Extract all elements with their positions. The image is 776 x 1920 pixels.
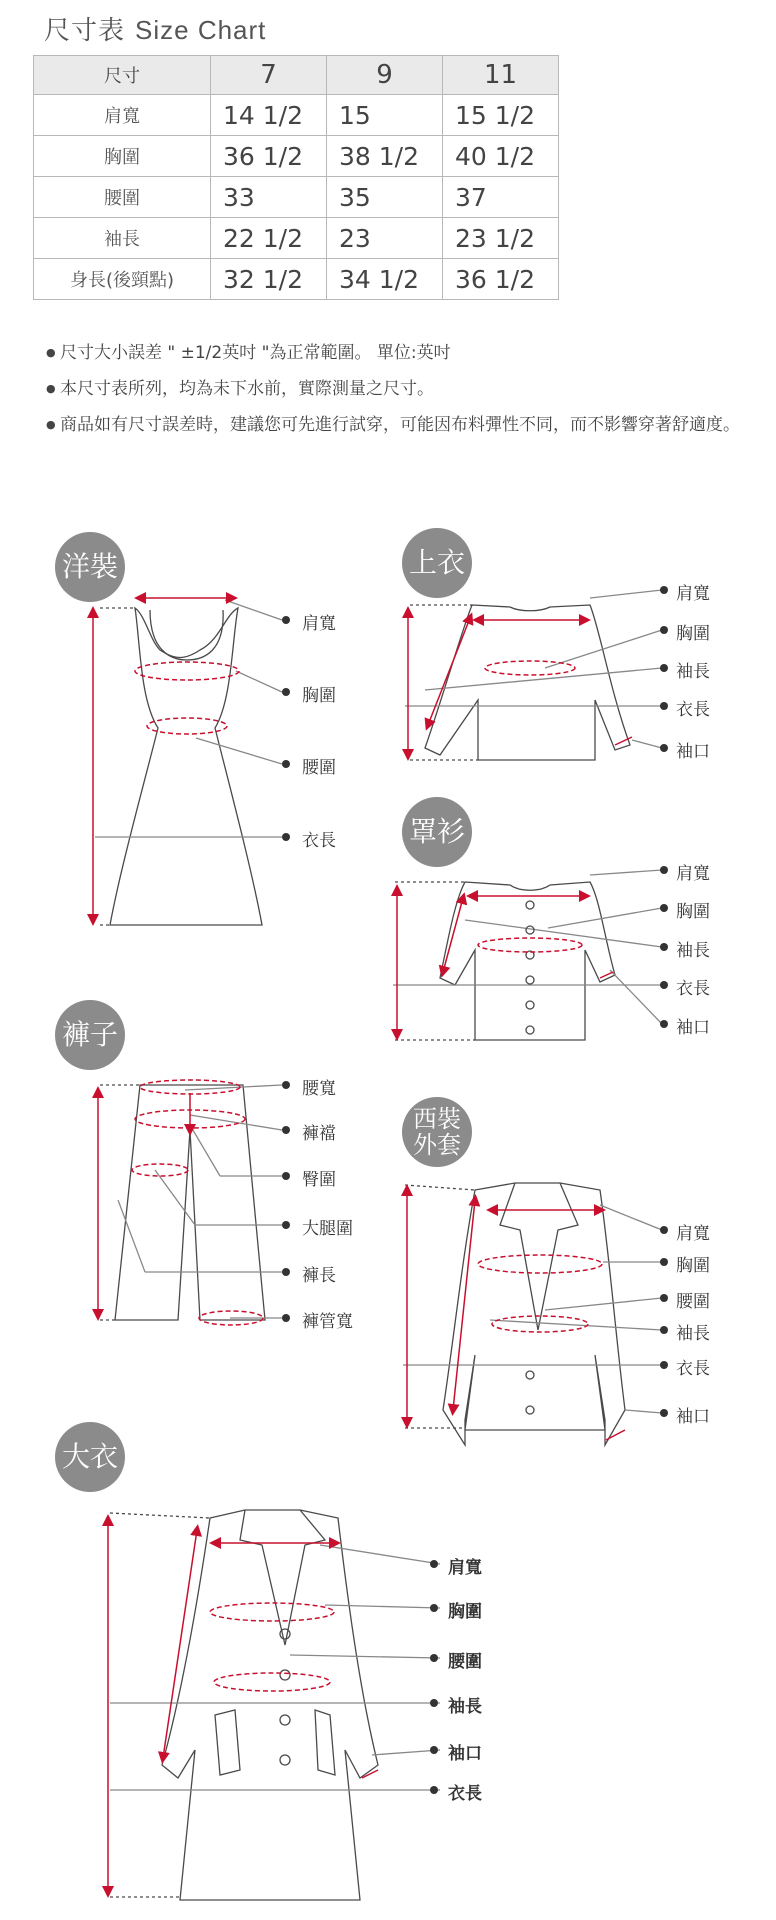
- label-dot: [430, 1746, 438, 1754]
- dress-label-waist: 腰圍: [302, 758, 336, 778]
- note-item: ● 尺寸大小誤差 " ±1/2英吋 "為正常範圍。 單位:英吋: [46, 340, 746, 366]
- label-dot: [660, 866, 668, 874]
- blazer-label-waist: 腰圍: [676, 1292, 710, 1312]
- blouse-label-chest: 胸圍: [676, 902, 710, 922]
- label-dot: [282, 1081, 290, 1089]
- label-dot: [430, 1786, 438, 1794]
- cell: 23: [327, 218, 443, 259]
- label-dot: [660, 744, 668, 752]
- label-dot: [660, 1361, 668, 1369]
- cell: 23 1/2: [443, 218, 559, 259]
- coat-label-shoulder: 肩寬: [448, 1558, 482, 1578]
- label-dot: [660, 904, 668, 912]
- blazer-illustration: [403, 1183, 662, 1445]
- blouse-label-shoulder: 肩寬: [676, 864, 710, 884]
- top-label-chest: 胸圍: [676, 624, 710, 644]
- label-dot: [660, 626, 668, 634]
- header-cell: 7: [211, 56, 327, 95]
- cell: 36 1/2: [211, 136, 327, 177]
- blazer-label-shoulder: 肩寬: [676, 1224, 710, 1244]
- row-label: 胸圍: [34, 136, 211, 177]
- cell: 35: [327, 177, 443, 218]
- label-dot: [660, 586, 668, 594]
- label-dot: [430, 1560, 438, 1568]
- coat-label-waist: 腰圍: [448, 1652, 482, 1672]
- label-dot: [282, 1268, 290, 1276]
- dress-illustration: [95, 600, 282, 925]
- note-item: ● 商品如有尺寸誤差時，建議您可先進行試穿，可能因布料彈性不同，而不影響穿著舒適度。: [46, 412, 746, 438]
- blouse-label-sleeve: 袖長: [676, 941, 710, 961]
- label-dot: [660, 1409, 668, 1417]
- cell: 15: [327, 95, 443, 136]
- dress-label-length: 衣長: [302, 831, 336, 851]
- label-dot: [282, 1172, 290, 1180]
- pants-illustration: [100, 1085, 282, 1320]
- label-dot: [282, 1221, 290, 1229]
- label-dot: [282, 1314, 290, 1322]
- cell: 40 1/2: [443, 136, 559, 177]
- header-cell: 尺寸: [34, 56, 211, 95]
- note-item: ● 本尺寸表所列，均為未下水前，實際測量之尺寸。: [46, 376, 746, 402]
- pants-label-hem: 褲管寬: [302, 1312, 353, 1332]
- label-dot: [282, 760, 290, 768]
- section-badge-dress: 洋裝: [55, 532, 125, 602]
- cell: 33: [211, 177, 327, 218]
- label-dot: [430, 1654, 438, 1662]
- cell: 22 1/2: [211, 218, 327, 259]
- section-badge-pants: 褲子: [55, 1000, 125, 1070]
- blouse-label-length: 衣長: [676, 979, 710, 999]
- blazer-label-length: 衣長: [676, 1359, 710, 1379]
- label-dot: [282, 833, 290, 841]
- pants-label-rise: 褲襠: [302, 1124, 336, 1144]
- label-dot: [660, 1258, 668, 1266]
- header-cell: 9: [327, 56, 443, 95]
- label-dot: [282, 616, 290, 624]
- blazer-label-sleeve: 袖長: [676, 1324, 710, 1344]
- blazer-label-cuff: 袖口: [676, 1407, 710, 1427]
- coat-label-sleeve: 袖長: [448, 1697, 482, 1717]
- blazer-label-chest: 胸圍: [676, 1256, 710, 1276]
- top-label-sleeve: 袖長: [676, 662, 710, 682]
- row-label: 肩寬: [34, 95, 211, 136]
- label-dot: [660, 664, 668, 672]
- label-dot: [660, 943, 668, 951]
- coat-illustration: [110, 1510, 440, 1900]
- cell: 15 1/2: [443, 95, 559, 136]
- section-badge-blazer: [402, 1097, 472, 1167]
- cell: 14 1/2: [211, 95, 327, 136]
- pants-label-length: 褲長: [302, 1266, 336, 1286]
- dress-label-chest: 胸圍: [302, 686, 336, 706]
- label-dot: [282, 688, 290, 696]
- label-dot: [660, 1326, 668, 1334]
- header-cell: 11: [443, 56, 559, 95]
- row-label: 腰圍: [34, 177, 211, 218]
- label-dot: [660, 1226, 668, 1234]
- label-dot: [430, 1699, 438, 1707]
- label-dot: [660, 702, 668, 710]
- title-zh: 尺寸表: [44, 16, 126, 46]
- label-dot: [282, 1126, 290, 1134]
- label-dot: [430, 1604, 438, 1612]
- title-en: Size Chart: [135, 15, 267, 45]
- blazer-title-line1: 西裝: [413, 1105, 461, 1133]
- label-dot: [660, 1020, 668, 1028]
- top-label-cuff: 袖口: [676, 742, 710, 762]
- cell: 32 1/2: [211, 259, 327, 300]
- cell: 34 1/2: [327, 259, 443, 300]
- pants-label-hip: 臀圍: [302, 1170, 336, 1190]
- top-label-length: 衣長: [676, 700, 710, 720]
- pants-label-thigh: 大腿圍: [302, 1219, 353, 1239]
- coat-label-cuff: 袖口: [448, 1744, 482, 1764]
- label-dot: [660, 1294, 668, 1302]
- blazer-title-line2: 外套: [413, 1131, 461, 1159]
- label-dot: [660, 981, 668, 989]
- row-label: 身長(後頸點): [34, 259, 211, 300]
- dress-label-shoulder: 肩寬: [302, 614, 336, 634]
- row-label: 袖長: [34, 218, 211, 259]
- cell: 37: [443, 177, 559, 218]
- blouse-label-cuff: 袖口: [676, 1018, 710, 1038]
- section-badge-coat: 大衣: [55, 1422, 125, 1492]
- cell: 38 1/2: [327, 136, 443, 177]
- pants-label-waist: 腰寬: [302, 1079, 336, 1099]
- top-label-shoulder: 肩寬: [676, 584, 710, 604]
- coat-label-chest: 胸圍: [448, 1602, 482, 1622]
- section-badge-top: 上衣: [402, 528, 472, 598]
- coat-label-length: 衣長: [448, 1784, 482, 1804]
- cell: 36 1/2: [443, 259, 559, 300]
- section-badge-blouse: 罩衫: [402, 797, 472, 867]
